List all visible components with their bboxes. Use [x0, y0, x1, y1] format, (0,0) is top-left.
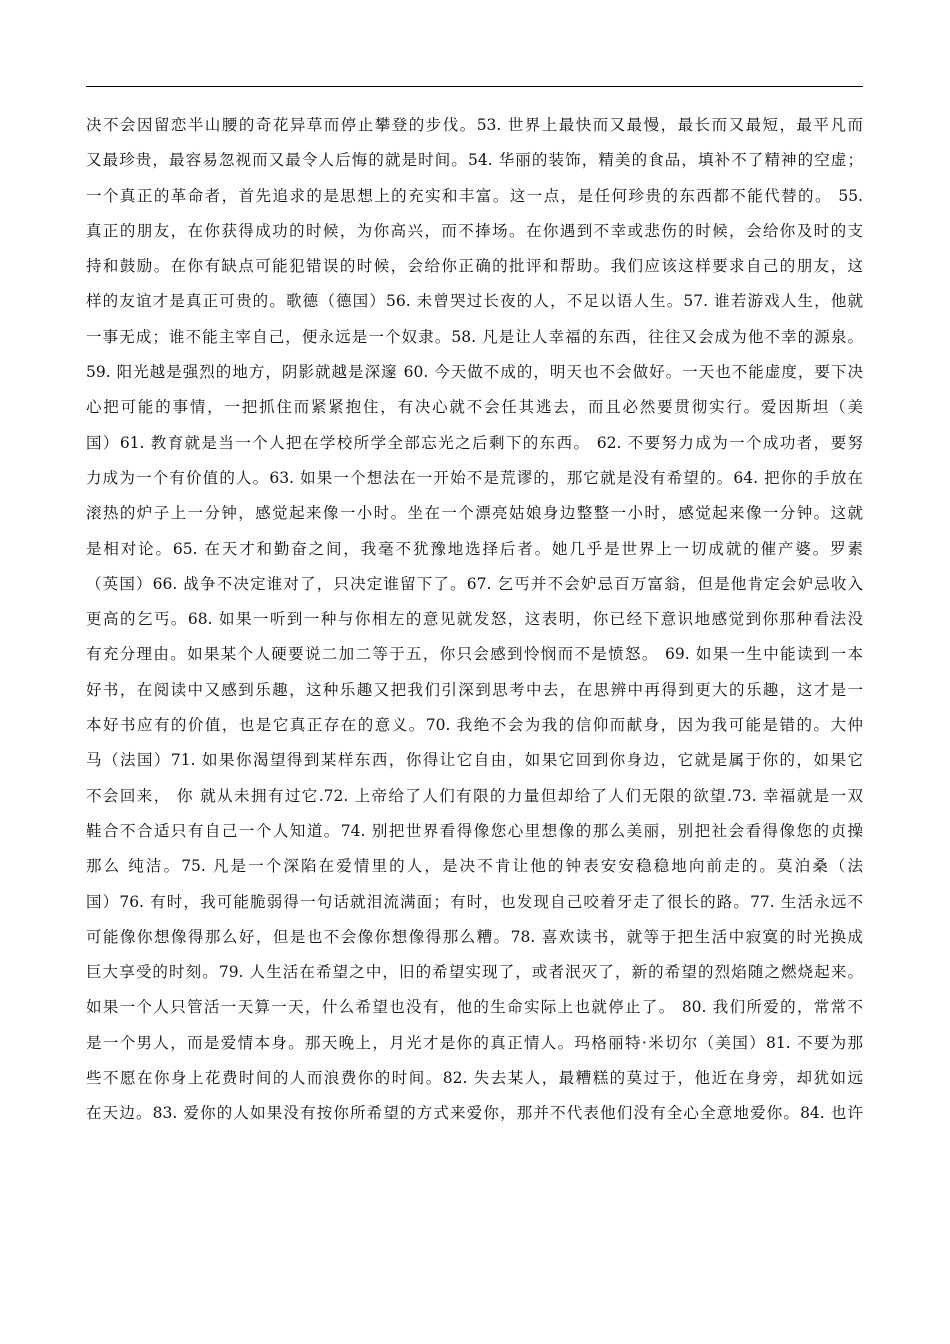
text-line: 是一个男人，而是爱情本身。那天晚上，月光才是你的真正情人。玛格丽特·米切尔（美国）81. 不要为那 — [86, 1033, 863, 1052]
text-line: 那么 纯洁。75. 凡是一个深陷在爱情里的人，是决不肯让他的钟表安安稳稳地向前走的。莫泊桑（法 — [86, 857, 863, 876]
text-line: 样的友谊才是真正可贵的。歌德（德国）56. 未曾哭过长夜的人，不足以语人生。57. 谁若游戏人生，他就 — [86, 292, 863, 311]
text-line: 有充分理由。如果某个人硬要说二加二等于五，你只会感到怜悯而不是愤怒。 69. 如果一生中能读到一本 — [86, 645, 863, 664]
text-line: 可能像你想像得那么好，但是也不会像你想像得那么糟。78. 喜欢读书，就等于把生活中寂寞的时光换成 — [86, 927, 863, 946]
text-line: 国）61. 教育就是当一个人把在学校所学全部忘光之后剩下的东西。 62. 不要努力成为一个成功者，要努 — [86, 433, 863, 452]
text-line: 本好书应有的价值，也是它真正存在的意义。70. 我绝不会为我的信仰而献身，因为我可能是错的。大仲 — [86, 716, 863, 735]
text-line: 持和鼓励。在你有缺点可能犯错误的时候，会给你正确的批评和帮助。我们应该这样要求自己的朋友，这 — [86, 257, 863, 276]
text-line: 鞋合不合适只有自己一个人知道。74. 别把世界看得像您心里想像的那么美丽，别把社会看得像您的贞操 — [86, 821, 863, 840]
text-line: 马（法国）71. 如果你渴望得到某样东西，你得让它自由，如果它回到你身边，它就是属于你的，如果它 — [86, 751, 863, 770]
text-line: 在天边。83. 爱你的人如果没有按你所希望的方式来爱你，那并不代表他们没有全心全意地爱你。84. 也许 — [86, 1104, 863, 1123]
text-line: 心把可能的事情，一把抓住而紧紧抱住，有决心就不会任其逃去，而且必然要贯彻实行。爱因斯坦（美 — [86, 398, 863, 417]
text-line: 是相对论。65. 在天才和勤奋之间，我毫不犹豫地选择后者。她几乎是世界上一切成就的催产婆。罗素 — [86, 539, 863, 558]
text-line: 不会回来， 你 就从未拥有过它.72. 上帝给了人们有限的力量但却给了人们无限的欲望.73. 幸福就是一双 — [86, 786, 863, 805]
text-line: 巨大享受的时刻。79. 人生活在希望之中，旧的希望实现了，或者泯灭了，新的希望的烈焰随之燃烧起来。 — [86, 963, 863, 982]
text-line: 些不愿在你身上花费时间的人而浪费你的时间。82. 失去某人，最糟糕的莫过于，他近在身旁，却犹如远 — [86, 1069, 863, 1088]
text-line: 力成为一个有价值的人。63. 如果一个想法在一开始不是荒谬的，那它就是没有希望的。64. 把你的手放在 — [86, 468, 863, 487]
body-text — [86, 108, 863, 1132]
text-line: 真正的朋友，在你获得成功的时候，为你高兴，而不捧场。在你遇到不幸或悲伤的时候，会给你及时的支 — [86, 221, 863, 240]
text-line: 如果一个人只管活一天算一天，什么希望也没有，他的生命实际上也就停止了。 80. 我们所爱的，常常不 — [86, 998, 863, 1017]
header-rule — [86, 86, 863, 87]
text-line: 好书，在阅读中又感到乐趣，这种乐趣又把我们引深到思考中去，在思辨中再得到更大的乐趣，这才是一 — [86, 680, 863, 699]
text-line: 一个真正的革命者，首先追求的是思想上的充实和丰富。这一点，是任何珍贵的东西都不能代替的。 55. — [86, 186, 863, 205]
text-line: 国）76. 有时，我可能脆弱得一句话就泪流满面；有时，也发现自己咬着牙走了很长的路。77. 生活永远不 — [86, 892, 863, 911]
text-line: 决不会因留恋半山腰的奇花异草而停止攀登的步伐。53. 世界上最快而又最慢，最长而又最短，最平凡而 — [86, 116, 863, 134]
text-line: 一事无成；谁不能主宰自己，便永远是一个奴隶。58. 凡是让人幸福的东西，往往又会成为他不幸的源泉。 — [86, 327, 863, 346]
text-line: 滚热的炉子上一分钟，感觉起来像一小时。坐在一个漂亮姑娘身边整整一小时，感觉起来像一分钟。这就 — [86, 504, 863, 523]
text-line: 59. 阳光越是强烈的地方，阴影就越是深邃 60. 今天做不成的，明天也不会做好。一天也不能虚度，要下决 — [86, 363, 863, 382]
text-line: 更高的乞丐。68. 如果一听到一种与你相左的意见就发怒，这表明，你已经下意识地感觉到你那种看法没 — [86, 610, 863, 629]
text-line: （英国）66. 战争不决定谁对了，只决定谁留下了。67. 乞丐并不会妒忌百万富翁，但是他肯定会妒忌收入 — [86, 574, 863, 593]
text-line: 又最珍贵，最容易忽视而又最令人后悔的就是时间。54. 华丽的装饰，精美的食品，填补不了精神的空虚； — [86, 151, 863, 170]
